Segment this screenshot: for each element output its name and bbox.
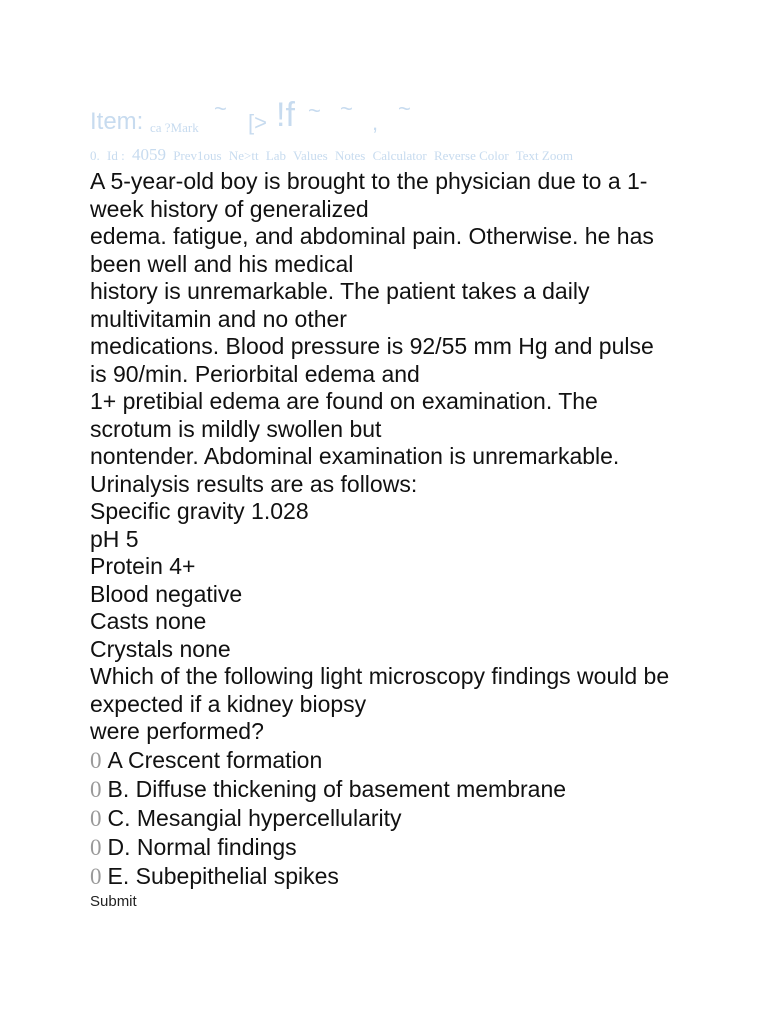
stem-line: multivitamin and no other [90,305,347,332]
stem-line: week history of generalized [90,195,369,222]
radio-button-icon[interactable]: 0 [90,776,102,802]
radio-button-icon[interactable]: 0 [90,805,102,831]
stem-line: A 5-year-old boy is brought to the physician due to a 1- [90,168,648,194]
question-number: 0. [90,148,100,163]
header-glyph: , [372,110,379,135]
stem-line: medications. Blood pressure is 92/55 mm Hg and pulse [90,333,654,359]
mark-button[interactable]: ca ?Mark [150,120,199,135]
answer-option-e[interactable] [90,862,750,891]
text-zoom-button[interactable]: Text Zoom [515,148,573,163]
radio-button-icon[interactable]: 0 [90,863,102,889]
answer-option-c[interactable] [90,804,750,833]
lab-blood: Blood negative [90,580,243,607]
lab-protein: Protein 4+ [90,553,196,579]
item-label: Item: [90,108,144,135]
previous-arrow-icon[interactable]: [> [248,110,267,135]
toolbar [90,142,750,168]
stem-line: is 90/min. Periorbital edema and [90,360,420,387]
stem-line: been well and his medical [90,250,354,277]
header-glyph: ~ [308,98,321,123]
question-prompt: expected if a kidney biopsy [90,690,367,717]
calculator-button[interactable]: Calculator [372,148,427,163]
lab-casts: Casts none [90,608,207,634]
next-button[interactable]: Ne>tt [228,148,259,163]
question-id: 4059 [131,145,166,164]
submit-button[interactable]: Submit [90,892,137,910]
question-header [90,96,750,138]
header-glyph: ~ [214,96,227,121]
lab-ph: pH 5 [90,525,139,552]
option-text: B. Diffuse thickening of basement membrane [107,775,567,802]
id-label: Id : [107,148,125,163]
option-text: C. Mesangial hypercellularity [107,804,402,831]
question-prompt: Which of the following light microscopy findings would be [90,663,670,689]
answer-option-a[interactable] [90,746,750,775]
header-glyph: ~ [398,96,411,121]
values-button[interactable]: Values [293,148,328,163]
option-text: D. Normal findings [107,833,297,860]
answer-options [90,746,750,891]
header-glyph: !f [276,96,295,134]
option-text: A Crescent formation [107,746,323,773]
stem-line: edema. fatigue, and abdominal pain. Otherwise. he has [90,223,654,249]
previous-button[interactable]: Prev1ous [173,148,222,163]
question-stem [90,168,750,746]
lab-specific-gravity: Specific gravity 1.028 [90,498,309,524]
reverse-color-button[interactable]: Reverse Color [433,148,509,163]
lab-crystals: Crystals none [90,635,231,662]
answer-option-b[interactable] [90,775,750,804]
notes-button[interactable]: Notes [334,148,366,163]
stem-line: Urinalysis results are as follows: [90,470,418,497]
question-prompt: were performed? [90,718,264,744]
answer-option-d[interactable] [90,833,750,862]
stem-line: history is unremarkable. The patient takes a daily [90,278,590,304]
header-glyph: ~ [340,96,353,121]
stem-line: nontender. Abdominal examination is unremarkable. [90,443,620,469]
stem-line: 1+ pretibial edema are found on examination. The [90,388,598,414]
radio-button-icon[interactable]: 0 [90,747,102,773]
radio-button-icon[interactable]: 0 [90,834,102,860]
question-page [90,96,750,911]
lab-button[interactable]: Lab [265,148,287,163]
option-text: E. Subepithelial spikes [107,862,339,889]
stem-line: scrotum is mildly swollen but [90,415,382,442]
